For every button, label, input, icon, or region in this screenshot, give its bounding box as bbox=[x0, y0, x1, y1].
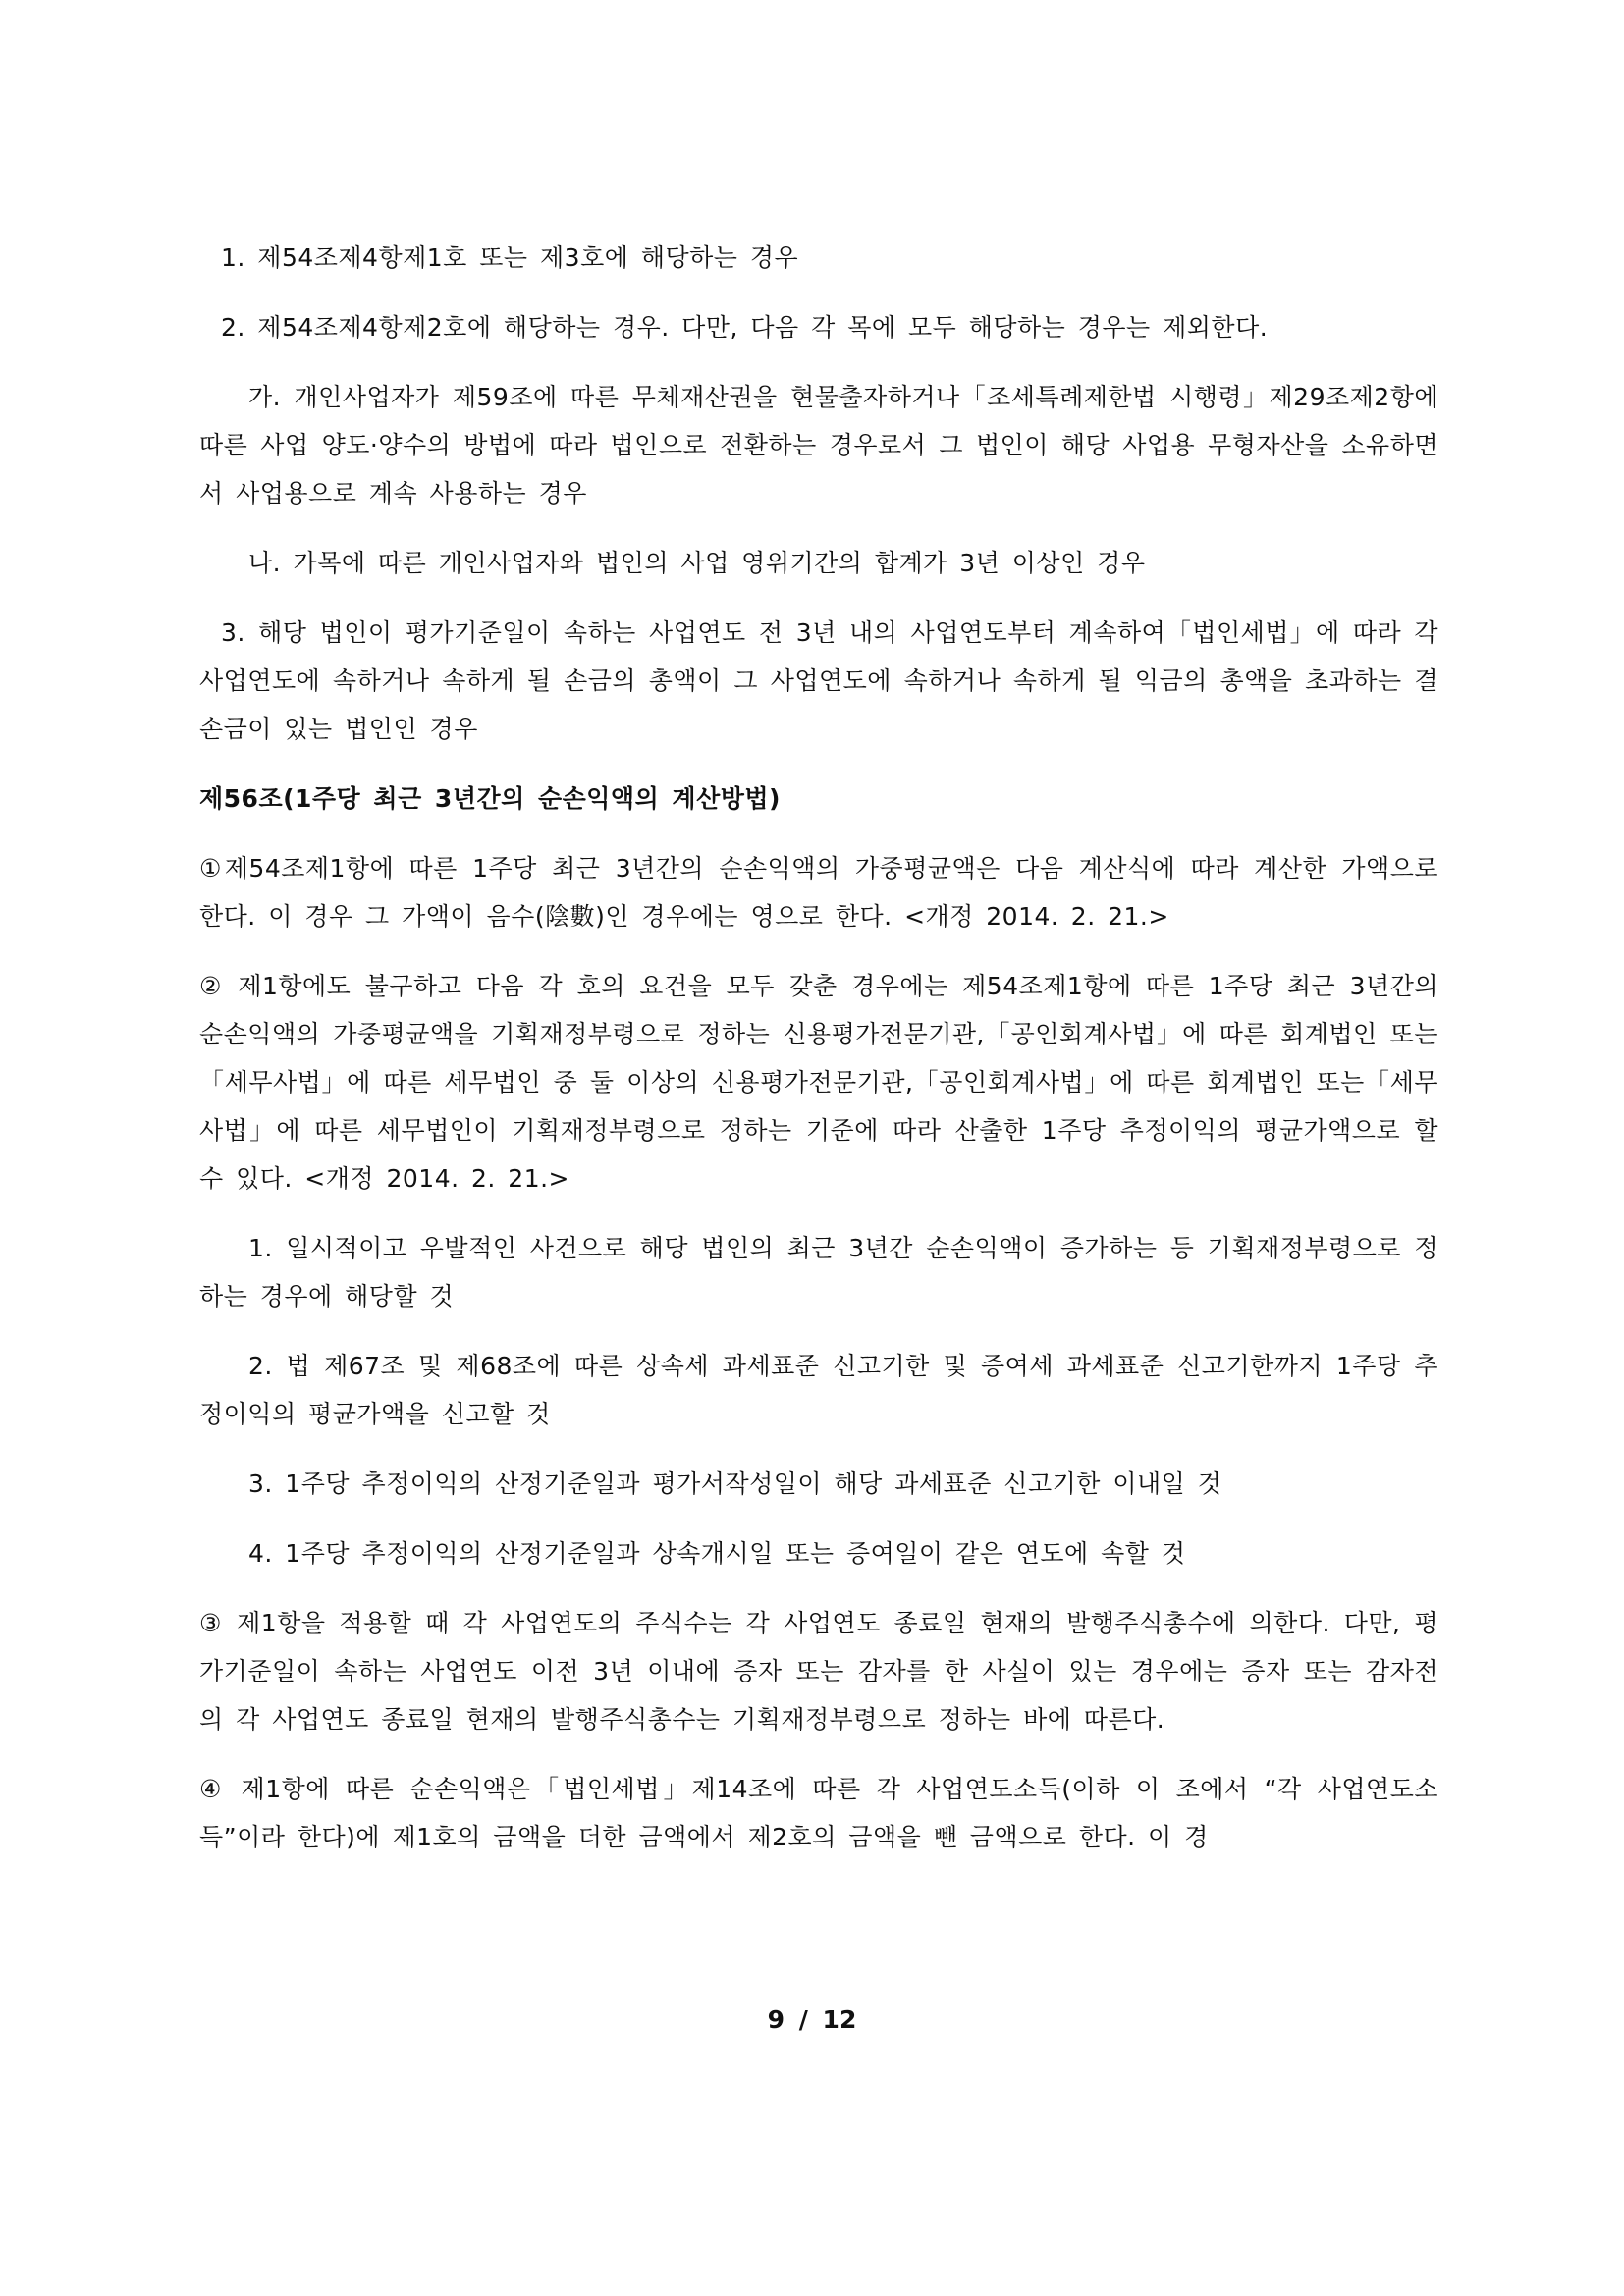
article-paragraph-1: ①제54조제1항에 따른 1주당 최근 3년간의 순손익액의 가중평균액은 다음 계산식에 따라 계산한 가액으로 한다. 이 경우 그 가액이 음수(陰數)인 경우에는 영으로 한다. <개정 2014. 2. 21.> bbox=[199, 854, 1438, 931]
clause-item-1: 1. 제54조제4항제1호 또는 제3호에 해당하는 경우 bbox=[221, 243, 799, 272]
clause-item-3: 3. 해당 법인이 평가기준일이 속하는 사업연도 전 3년 내의 사업연도부터 계속하여「법인세법」에 따라 각 사업연도에 속하거나 속하게 될 손금의 총액이 그 사업연도에 속하거나 속하게 될 익금의 총액을 초과하는 결손금이 있는 법인인 경우 bbox=[199, 618, 1438, 743]
clause-subitem-ga: 가. 개인사업자가 제59조에 따른 무체재산권을 현물출자하거나「조세특례제한법 시행령」제29조제2항에 따른 사업 양도·양수의 방법에 따라 법인으로 전환하는 경우로서 그 법인이 해당 사업용 무형자산을 소유하면서 사업용으로 계속 사용하는 경우 bbox=[199, 383, 1438, 507]
article-paragraph-4: ④ 제1항에 따른 순손익액은「법인세법」제14조에 따른 각 사업연도소득(이하 이 조에서 “각 사업연도소득”이라 한다)에 제1호의 금액을 더한 금액에서 제2호의 금액을 뺀 금액으로 한다. 이 경 bbox=[199, 1775, 1438, 1851]
article-paragraph-2: ② 제1항에도 불구하고 다음 각 호의 요건을 모두 갖춘 경우에는 제54조제1항에 따른 1주당 최근 3년간의 순손익액의 가중평균액을 기획재정부령으로 정하는 신용평가전문기관,「공인회계사법」에 따른 회계법인 또는「세무사법」에 따른 세무법인 중 둘 이상의 신용평가전문기관,「공인회계사법」에 따른 회계법인 또는「세무사법」에 따른 세무법인이 기획재정부령으로 정하는 기준에 따라 산출한 1주당 추정이익의 평균가액으로 할 수 있다. <개정 2014. 2. 21.> bbox=[199, 972, 1438, 1193]
requirement-item-4: 4. 1주당 추정이익의 산정기준일과 상속개시일 또는 증여일이 같은 연도에 속할 것 bbox=[248, 1539, 1186, 1568]
page-number: 9 / 12 bbox=[767, 2005, 857, 2034]
requirement-item-3: 3. 1주당 추정이익의 산정기준일과 평가서작성일이 해당 과세표준 신고기한 이내일 것 bbox=[248, 1469, 1222, 1498]
requirement-item-2: 2. 법 제67조 및 제68조에 따른 상속세 과세표준 신고기한 및 증여세 과세표준 신고기한까지 1주당 추정이익의 평균가액을 신고할 것 bbox=[199, 1352, 1438, 1428]
clause-item-2: 2. 제54조제4항제2호에 해당하는 경우. 다만, 다음 각 목에 모두 해당하는 경우는 제외한다. bbox=[221, 313, 1269, 342]
document-body bbox=[199, 234, 1438, 1861]
clause-subitem-na: 나. 가목에 따른 개인사업자와 법인의 사업 영위기간의 합계가 3년 이상인 경우 bbox=[248, 549, 1146, 577]
article-heading: 제56조(1주당 최근 3년간의 순손익액의 계산방법) bbox=[199, 784, 781, 813]
requirement-item-1: 1. 일시적이고 우발적인 사건으로 해당 법인의 최근 3년간 순손익액이 증가하는 등 기획재정부령으로 정하는 경우에 해당할 것 bbox=[199, 1234, 1438, 1310]
article-paragraph-3: ③ 제1항을 적용할 때 각 사업연도의 주식수는 각 사업연도 종료일 현재의 발행주식총수에 의한다. 다만, 평가기준일이 속하는 사업연도 이전 3년 이내에 증자 또는 감자를 한 사실이 있는 경우에는 증자 또는 감자전의 각 사업연도 종료일 현재의 발행주식총수는 기획재정부령으로 정하는 바에 따른다. bbox=[199, 1609, 1438, 1734]
